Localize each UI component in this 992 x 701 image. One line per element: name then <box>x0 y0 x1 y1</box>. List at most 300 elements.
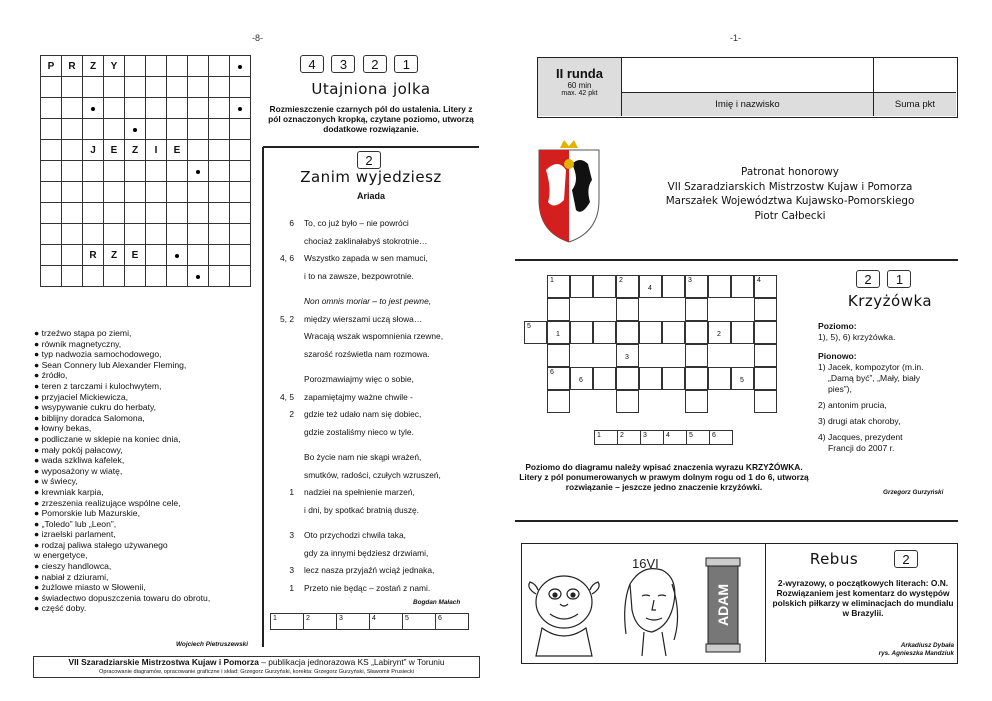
verse-number: 3 <box>289 530 294 540</box>
cell-number: 6 <box>550 369 554 376</box>
dot-marker-icon <box>196 275 200 279</box>
grid-cell[interactable] <box>209 224 230 245</box>
crossword-cell[interactable] <box>754 367 777 390</box>
name-label: Imię i nazwisko <box>622 93 874 116</box>
grid-cell[interactable] <box>83 224 104 245</box>
footer-credits: Opracowanie diagramów, opracowanie graficzne i skład: Grzegorz Gurzyński, korekta: Grzegorz Gurzyński, Sławomir Prusiecki <box>99 669 414 675</box>
clue-item: ● przyjaciel Mickiewicza, <box>34 391 129 402</box>
cell-number: 1 <box>556 331 560 338</box>
clue-item: ● wyposażony w wiatę, <box>34 465 123 476</box>
answer-box[interactable]: 3 <box>337 614 370 630</box>
grid-cell[interactable] <box>188 77 209 98</box>
point-box: 2 <box>357 151 381 169</box>
verse-number: 4, 5 <box>280 391 294 402</box>
clue-item: ● izraelski parlament, <box>34 529 116 540</box>
grid-cell[interactable] <box>230 98 251 119</box>
grid-cell[interactable] <box>62 98 83 119</box>
round-box <box>538 58 622 116</box>
crossword-cell[interactable] <box>754 344 777 367</box>
verse-line: Bo życie nam nie skąpi wrażeń, <box>304 452 422 462</box>
pionowo-clue: 2) antonim prucia, <box>818 400 887 410</box>
section-divider <box>515 520 958 522</box>
patronage <box>610 165 970 223</box>
rebus-author: Arkadiusz Dybała <box>900 642 954 649</box>
grid-cell[interactable]: Z <box>104 245 125 266</box>
clue-item: ● trzeźwo stąpa po ziemi, <box>34 328 132 338</box>
rebus-points <box>894 550 921 569</box>
grid-cell[interactable] <box>167 203 188 224</box>
grid-cell[interactable]: Z <box>83 56 104 77</box>
clue-item: ● teren z tarczami i kulochwytem, <box>34 380 162 391</box>
grid-cell[interactable] <box>146 77 167 98</box>
clue-item: w energetyce, <box>34 550 88 561</box>
crossword-cell[interactable] <box>570 367 593 390</box>
crossword-cell[interactable] <box>754 275 777 298</box>
grid-cell[interactable] <box>104 98 125 119</box>
verse-number: 1 <box>289 487 294 497</box>
grid-cell[interactable] <box>104 161 125 182</box>
patron-line: VII Szaradziarskich Mistrzostw Kujaw i Pomorza <box>667 180 913 193</box>
crossword-cell[interactable] <box>685 321 708 344</box>
cell-number: 6 <box>579 377 583 384</box>
dot-marker-icon <box>91 107 95 111</box>
grid-cell[interactable] <box>146 266 167 287</box>
grid-cell[interactable] <box>146 203 167 224</box>
crossword-author: Grzegorz Gurzyński <box>883 489 944 496</box>
crossword-cell[interactable] <box>593 367 616 390</box>
crossword-cell[interactable] <box>570 321 593 344</box>
answer-box[interactable]: 1 <box>271 614 304 630</box>
grid-cell[interactable] <box>125 119 146 140</box>
grid-cell[interactable] <box>209 119 230 140</box>
jolka-clues <box>34 328 264 614</box>
clue-item: ● wsypywanie cukru do herbaty, <box>34 402 157 413</box>
verse-line: To, co już było – nie powróci <box>304 218 409 228</box>
grid-cell[interactable] <box>230 140 251 161</box>
answer-box[interactable]: 6 <box>710 431 733 445</box>
verse-line: smutków, radości, czułych wzruszeń, <box>304 469 441 480</box>
patron-line: Patronat honorowy <box>741 166 839 178</box>
grid-cell[interactable] <box>62 119 83 140</box>
cell-number: 1 <box>550 277 554 284</box>
crossword-cell[interactable] <box>639 321 662 344</box>
grid-cell[interactable] <box>104 119 125 140</box>
grid-cell[interactable] <box>83 77 104 98</box>
crossword-cell[interactable] <box>685 390 708 413</box>
grid-cell[interactable] <box>104 266 125 287</box>
grid-cell[interactable] <box>83 119 104 140</box>
grid-cell[interactable] <box>209 245 230 266</box>
clue-item: ● żużlowe miasto w Słowenii, <box>34 582 146 593</box>
point-box: 4 <box>300 55 324 73</box>
grid-cell[interactable] <box>188 182 209 203</box>
grid-cell[interactable]: R <box>83 245 104 266</box>
grid-cell[interactable] <box>167 161 188 182</box>
crossword-cell[interactable] <box>685 298 708 321</box>
grid-cell[interactable] <box>41 182 62 203</box>
grid-cell[interactable] <box>167 119 188 140</box>
round-max: max. 42 pkt <box>561 90 598 97</box>
crossword-clues <box>818 321 968 454</box>
pionowo-clue: 4) Jacques, prezydent <box>818 432 903 442</box>
grid-cell[interactable] <box>62 266 83 287</box>
grid-cell[interactable] <box>146 182 167 203</box>
grid-cell[interactable] <box>230 245 251 266</box>
grid-cell[interactable] <box>83 266 104 287</box>
crossword-cell[interactable] <box>662 275 685 298</box>
dot-marker-icon <box>133 128 137 132</box>
crossword-cell[interactable] <box>708 275 731 298</box>
grid-cell[interactable] <box>62 224 83 245</box>
crossword-cell[interactable] <box>524 321 547 344</box>
crossword-cell[interactable] <box>593 321 616 344</box>
verse-line: chociaż zaklinałabyś stokrotnie… <box>304 235 428 246</box>
grid-cell[interactable] <box>230 56 251 77</box>
clue-item: ● „Toledo” lub „Leon”, <box>34 518 117 529</box>
grid-cell[interactable] <box>188 140 209 161</box>
grid-cell[interactable] <box>41 119 62 140</box>
crossword-cell[interactable] <box>547 298 570 321</box>
cell-number: 4 <box>757 277 761 284</box>
jolka-title: Utajniona jolka <box>311 80 431 98</box>
point-box: 2 <box>856 270 880 288</box>
crossword-cell[interactable] <box>685 367 708 390</box>
grid-cell[interactable] <box>209 140 230 161</box>
header-label-row <box>622 92 956 116</box>
crossword-cell[interactable] <box>547 367 570 390</box>
crossword-cell[interactable] <box>616 321 639 344</box>
pionowo-clue: 3) drugi atak choroby, <box>818 416 901 426</box>
clue-item: ● mały pokój pałacowy, <box>34 444 123 455</box>
crossword-description: Poziomo do diagramu należy wpisać znaczenia wyrazu KRZYŻÓWKA. Litery z pól ponumerowanych w prawym dolnym rogu od 1 do 6, utworzą rozwiązanie – jeszcze jedno znaczenie krzyżówki. <box>519 462 809 492</box>
answer-box[interactable]: 4 <box>370 614 403 630</box>
grid-cell[interactable] <box>146 224 167 245</box>
name-field[interactable] <box>622 58 874 92</box>
answer-box[interactable]: 1 <box>595 431 618 445</box>
point-box: 1 <box>887 270 911 288</box>
verse-number: 2 <box>289 409 294 419</box>
crossword-cell[interactable] <box>616 367 639 390</box>
grid-cell[interactable] <box>209 266 230 287</box>
grid-cell[interactable] <box>230 161 251 182</box>
crossword-cell[interactable] <box>593 275 616 298</box>
grid-cell[interactable] <box>146 161 167 182</box>
zanim-answer-boxes[interactable] <box>270 613 469 630</box>
grid-cell[interactable] <box>230 77 251 98</box>
section-divider <box>263 146 479 148</box>
crossword-points <box>856 270 914 289</box>
verse-line: Wszystko zapada w sen mamuci, <box>304 253 428 263</box>
crossword-cell[interactable] <box>547 344 570 367</box>
footer-rest: – publikacja jednorazowa KS „Labirynt” w Toruniu <box>258 657 445 667</box>
grid-cell[interactable] <box>41 245 62 266</box>
grid-cell[interactable] <box>104 203 125 224</box>
cell-number: 2 <box>717 331 721 338</box>
pionowo-clue: „Damą być”, „Mały, biały <box>828 373 921 383</box>
crossword-cell[interactable] <box>639 367 662 390</box>
rebus-drawing-icon <box>522 544 766 662</box>
grid-cell[interactable] <box>41 203 62 224</box>
grid-cell[interactable] <box>188 245 209 266</box>
grid-cell[interactable] <box>188 98 209 119</box>
crossword-cell[interactable] <box>731 275 754 298</box>
rebus-description: 2-wyrazowy, o początkowych literach: O.N. Rozwiązaniem jest komentarz do występów polskich piłkarzy w eliminacjach do mundialu w Brazylii. <box>772 578 954 618</box>
crossword-cell[interactable] <box>708 321 731 344</box>
grid-cell[interactable] <box>230 182 251 203</box>
poziomo-heading: Poziomo: <box>818 321 857 331</box>
section-divider <box>515 259 958 261</box>
poem-author: Bogdan Małach <box>413 599 461 606</box>
clue-item: ● podliczane w sklepie na koniec dnia, <box>34 433 181 444</box>
grid-cell[interactable] <box>188 224 209 245</box>
dot-marker-icon <box>238 65 242 69</box>
crossword-cell[interactable] <box>754 321 777 344</box>
answer-box[interactable]: 5 <box>403 614 436 630</box>
crossword-cell[interactable] <box>662 321 685 344</box>
crossword-answer-boxes[interactable] <box>594 430 733 445</box>
crossword-cell[interactable] <box>754 390 777 413</box>
clue-item: ● wada szkliwa kafelek, <box>34 455 125 466</box>
pionowo-clue: pies”), <box>828 384 852 394</box>
answer-box[interactable]: 5 <box>687 431 710 445</box>
grid-cell[interactable] <box>41 98 62 119</box>
clue-item: ● w świecy, <box>34 476 78 487</box>
crossword-cell[interactable] <box>547 321 570 344</box>
cell-number: 5 <box>740 377 744 384</box>
grid-cell[interactable]: R <box>62 56 83 77</box>
grid-cell[interactable] <box>209 56 230 77</box>
crossword-title: Krzyżówka <box>847 292 933 310</box>
cell-number: 2 <box>619 277 623 284</box>
grid-cell[interactable] <box>209 98 230 119</box>
grid-cell[interactable] <box>230 224 251 245</box>
page-number-left: -8- <box>252 33 263 43</box>
pionowo-clue: 1) Jacek, kompozytor (m.in. <box>818 362 924 372</box>
crossword-cell[interactable] <box>754 298 777 321</box>
grid-cell[interactable] <box>125 77 146 98</box>
grid-cell[interactable]: I <box>146 140 167 161</box>
cell-number: 4 <box>648 285 652 292</box>
grid-cell[interactable] <box>125 56 146 77</box>
rebus-illustrator: rys. Agnieszka Mandziuk <box>878 650 954 657</box>
grid-cell[interactable] <box>41 77 62 98</box>
answer-box[interactable]: 2 <box>618 431 641 445</box>
verse-line: nadziei na spełnienie marzeń, <box>304 487 415 497</box>
cell-number: 3 <box>688 277 692 284</box>
grid-cell[interactable] <box>188 119 209 140</box>
clue-item: ● łowny bekas, <box>34 423 92 434</box>
poziomo-clue: 1), 5), 6) krzyżówka. <box>818 332 896 342</box>
point-box: 3 <box>331 55 355 73</box>
rebus-title: Rebus <box>809 550 859 568</box>
contest-header <box>537 57 958 118</box>
clue-item: ● źródło, <box>34 370 68 381</box>
grid-cell[interactable]: Z <box>125 140 146 161</box>
grid-cell[interactable] <box>209 77 230 98</box>
grid-cell[interactable] <box>104 182 125 203</box>
jolka-description: Rozmieszczenie czarnych pól do ustalenia. Litery z pól oznaczonych kropką, czytane poziomo, utworzą dodatkowe rozwiązanie. <box>268 104 474 134</box>
rebus-picture-text: 16VI <box>632 556 659 571</box>
answer-box[interactable]: 6 <box>436 614 469 630</box>
verse-line: i dni, by spotkać bratnią duszę. <box>304 504 419 515</box>
pionowo-clue: Francji do 2007 r. <box>828 443 895 453</box>
crossword-cell[interactable] <box>708 367 731 390</box>
grid-cell[interactable] <box>188 161 209 182</box>
answer-box[interactable]: 3 <box>641 431 664 445</box>
crossword-cell[interactable] <box>731 367 754 390</box>
jolka-points <box>300 55 421 74</box>
grid-cell[interactable] <box>230 203 251 224</box>
grid-cell[interactable]: E <box>104 140 125 161</box>
grid-cell[interactable] <box>125 203 146 224</box>
grid-cell[interactable] <box>41 224 62 245</box>
grid-cell[interactable] <box>41 266 62 287</box>
coat-of-arms-icon <box>536 140 602 244</box>
grid-cell[interactable] <box>62 161 83 182</box>
grid-cell[interactable] <box>125 182 146 203</box>
grid-cell[interactable] <box>167 77 188 98</box>
verse-line: gdzie zostaliśmy nieco w tyle. <box>304 426 414 437</box>
grid-cell[interactable] <box>188 203 209 224</box>
grid-cell[interactable] <box>41 161 62 182</box>
dot-marker-icon <box>175 254 179 258</box>
grid-cell[interactable] <box>209 161 230 182</box>
grid-cell[interactable] <box>83 203 104 224</box>
grid-cell[interactable] <box>146 119 167 140</box>
grid-cell[interactable] <box>125 161 146 182</box>
crossword-grid[interactable] <box>524 275 804 423</box>
crossword-cell[interactable] <box>685 275 708 298</box>
grid-cell[interactable] <box>230 266 251 287</box>
clue-item: ● nabiał z dziurami, <box>34 571 109 582</box>
verse-number: 6 <box>289 218 294 228</box>
crossword-cell[interactable] <box>570 275 593 298</box>
grid-cell[interactable] <box>209 203 230 224</box>
round-label: II runda <box>556 66 603 81</box>
grid-cell[interactable] <box>62 182 83 203</box>
grid-cell[interactable] <box>167 182 188 203</box>
zanim-title: Zanim wyjedziesz <box>300 168 442 186</box>
clue-item: ● Sean Connery lub Alexander Fleming, <box>34 359 187 370</box>
dot-marker-icon <box>238 107 242 111</box>
grid-cell[interactable] <box>167 245 188 266</box>
dot-marker-icon <box>196 170 200 174</box>
crossword-cell[interactable] <box>616 275 639 298</box>
crossword-cell[interactable] <box>662 367 685 390</box>
grid-cell[interactable] <box>83 182 104 203</box>
patron-line: Marszałek Województwa Kujawsko-Pomorskiego <box>665 195 915 207</box>
clue-item: ● rodzaj paliwa stałego używanego <box>34 539 168 550</box>
jolka-grid[interactable] <box>40 55 251 287</box>
grid-cell[interactable] <box>188 266 209 287</box>
grid-cell[interactable] <box>83 98 104 119</box>
verse-line: Przeto nie będąc – zostań z nami. <box>304 582 431 593</box>
cell-number: 5 <box>527 323 531 330</box>
answer-box[interactable]: 4 <box>664 431 687 445</box>
grid-cell[interactable] <box>83 161 104 182</box>
point-box: 2 <box>894 550 918 568</box>
crossword-cell[interactable] <box>685 344 708 367</box>
grid-cell[interactable] <box>146 98 167 119</box>
verse-line: Oto przychodzi chwila taka, <box>304 530 406 540</box>
verse-number: 4, 6 <box>280 253 294 263</box>
grid-cell[interactable] <box>125 98 146 119</box>
grid-cell[interactable] <box>167 56 188 77</box>
point-box: 2 <box>363 55 387 73</box>
grid-cell[interactable]: E <box>125 245 146 266</box>
verse-line: Wracają wszak wspomnienia rzewne, <box>304 331 444 341</box>
grid-cell[interactable] <box>62 245 83 266</box>
patron-line: Piotr Całbecki <box>754 209 826 222</box>
grid-cell[interactable] <box>167 98 188 119</box>
spool-label: ADAM <box>715 584 731 626</box>
verse-number: 1 <box>289 582 294 593</box>
rebus-picture <box>522 544 766 662</box>
grid-cell[interactable]: P <box>41 56 62 77</box>
clue-item: ● cieszy handlowca, <box>34 561 112 572</box>
crossword-cell[interactable] <box>616 344 639 367</box>
point-box: 1 <box>394 55 418 73</box>
verse-line: lecz nasza przyjaźń wciąż jednaka, <box>304 565 435 575</box>
poem <box>266 218 476 598</box>
verse-line: gdy za innymi będziesz drzwiami, <box>304 547 429 558</box>
grid-cell[interactable] <box>62 203 83 224</box>
grid-cell[interactable] <box>230 119 251 140</box>
clue-item: ● typ nadwozia samochodowego, <box>34 349 162 360</box>
crossword-cell[interactable] <box>547 275 570 298</box>
grid-cell[interactable] <box>167 224 188 245</box>
grid-cell[interactable] <box>146 56 167 77</box>
cell-number: 3 <box>625 354 629 361</box>
jolka-author: Wojciech Pietruszewski <box>176 641 248 648</box>
verse-line: Non omnis moriar – to jest pewne, <box>304 296 432 306</box>
grid-cell[interactable] <box>146 245 167 266</box>
grid-cell[interactable] <box>188 56 209 77</box>
footer <box>33 656 480 678</box>
crossword-cell[interactable] <box>616 298 639 321</box>
grid-cell[interactable] <box>104 224 125 245</box>
grid-cell[interactable]: E <box>167 140 188 161</box>
clue-item: ● biblijny doradca Salomona, <box>34 412 145 423</box>
grid-cell[interactable] <box>167 266 188 287</box>
sum-field[interactable] <box>874 58 956 92</box>
sum-label: Suma pkt <box>894 99 936 110</box>
crossword-cell[interactable] <box>547 390 570 413</box>
grid-cell[interactable] <box>125 266 146 287</box>
grid-cell[interactable]: Y <box>104 56 125 77</box>
grid-cell[interactable]: J <box>83 140 104 161</box>
rebus-box <box>521 543 958 664</box>
grid-cell[interactable] <box>104 77 125 98</box>
clue-item: ● Pomorskie lub Mazurskie, <box>34 508 140 519</box>
verse-line: między wierszami uczą słowa… <box>304 313 423 324</box>
verse-line: szarość rozświetla nam rozmowa. <box>304 348 430 359</box>
verse-line: i to na zawsze, bezpowrotnie. <box>304 270 414 281</box>
crossword-cell[interactable] <box>731 321 754 344</box>
clue-item: ● część doby. <box>34 603 87 614</box>
clue-item: ● świadectwo dopuszczenia towaru do obrotu, <box>34 592 211 603</box>
answer-box[interactable]: 2 <box>304 614 337 630</box>
grid-cell[interactable] <box>41 140 62 161</box>
grid-cell[interactable] <box>125 224 146 245</box>
round-time: 60 min <box>567 81 592 90</box>
grid-cell[interactable] <box>62 77 83 98</box>
crossword-cell[interactable] <box>639 275 662 298</box>
grid-cell[interactable] <box>209 182 230 203</box>
clue-item: ● zrzeszenia realizujące wspólne cele, <box>34 497 181 508</box>
grid-cell[interactable] <box>62 140 83 161</box>
crossword-cell[interactable] <box>616 390 639 413</box>
